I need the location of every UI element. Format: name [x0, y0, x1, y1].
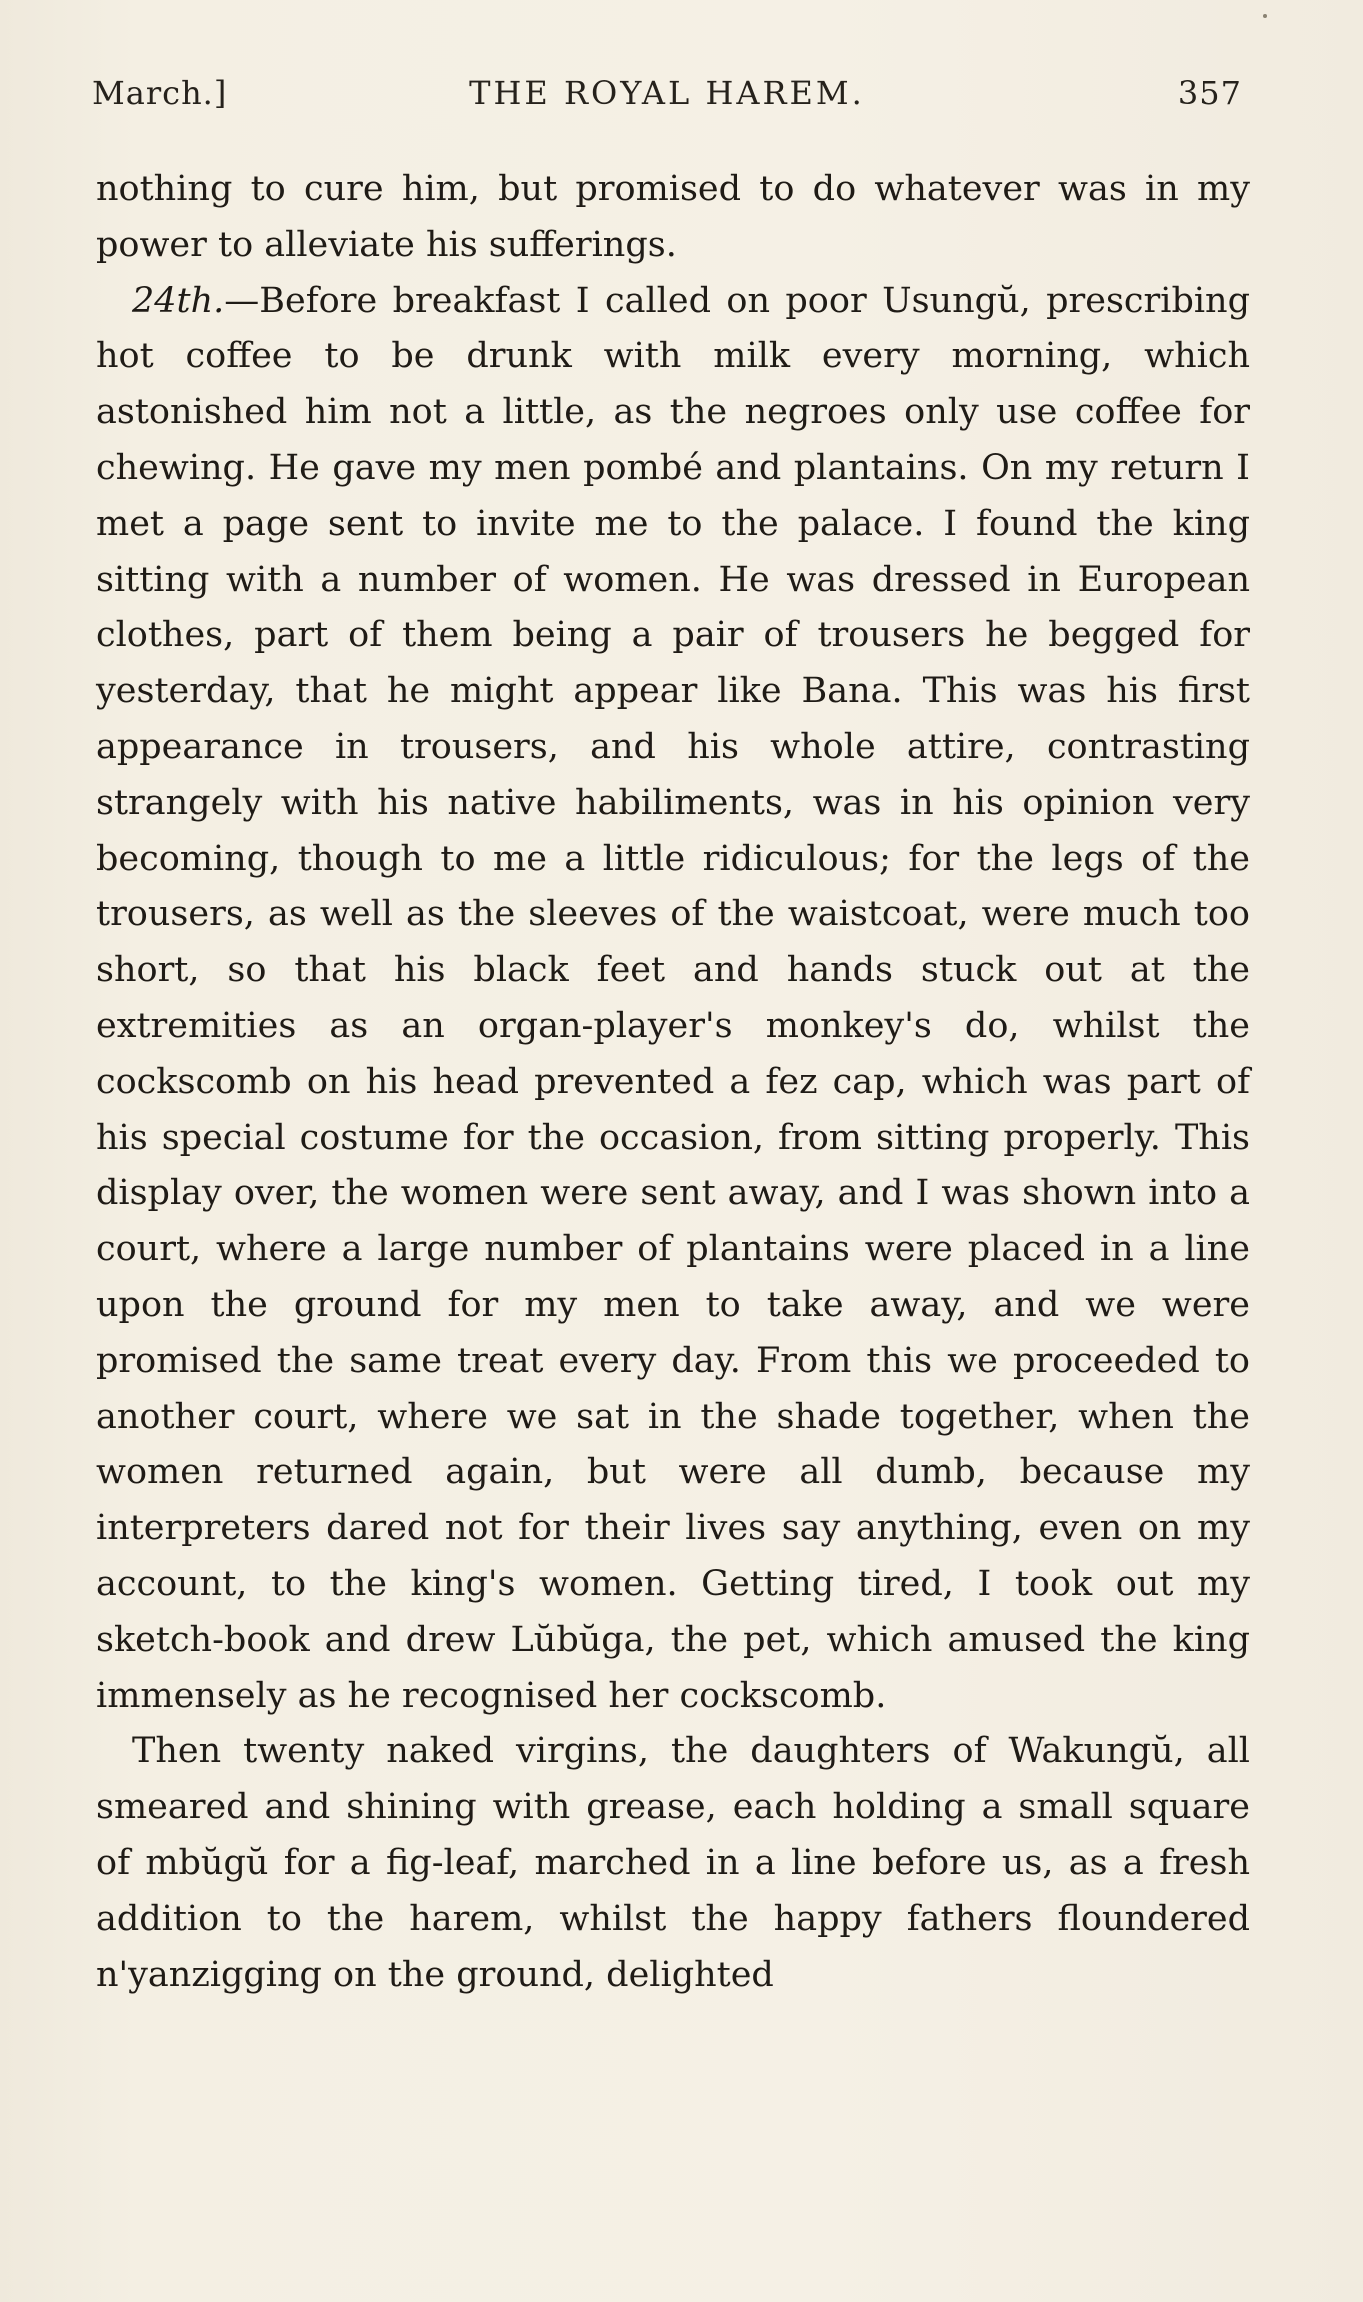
- entry-date: 24th.: [132, 280, 225, 321]
- paragraph-2-text: —Before breakfast I called on poor Usungŭ, prescribing hot coffee to be drunk with milk every morning, which astonished him not a little, as the negroes only use coffee for chewing. He gave my men pombé and plantains. On my return I met a page sent to invite me to the palace. I found the king sitting with a number of women. He was dressed in European clothes, part of them being a pair of trousers he begged for yesterday, that he might appear like Bana. This was his first appearance in trousers, and his whole attire, contrasting strangely with his native habiliments, was in his opinion very becoming, though to me a little ridiculous; for the legs of the trousers, as well as the sleeves of the waistcoat, were much too short, so that his black feet and hands stuck out at the extremities as an organ-player's monkey's do, whilst the cockscomb on his head prevented a fez cap, which was part of his special costume for the occasion, from sitting properly. This display over, the women were sent away, and I was shown into a court, where a large number of plantains were placed in a line upon the ground for my men to take away, and we were promised the same treat every day. From this we proceeded to another court, where we sat in the shade together, when the women returned again, but were all dumb, because my interpreters dared not for their lives say anything, even on my account, to the king's women. Getting tired, I took out my sketch-book and drew Lŭbŭga, the pet, which amused the king immensely as he recognised her cockscomb.: [96, 280, 1250, 1716]
- page-speck: [1263, 14, 1267, 18]
- page-number: 357: [1177, 74, 1242, 112]
- header-month: March.]: [92, 74, 228, 112]
- paragraph-2: [96, 274, 1250, 1725]
- paragraph-1: nothing to cure him, but promised to do whatever was in my power to alleviate his sufferings.: [96, 169, 1250, 265]
- page-body: [96, 162, 1250, 2003]
- running-header: [92, 74, 1242, 134]
- header-title: THE ROYAL HAREM.: [469, 74, 865, 112]
- paragraph-3: Then twenty naked virgins, the daughters of Wakungŭ, all smeared and shining with grease, each holding a small square of mbŭgŭ for a fig-leaf, marched in a line before us, as a fresh addition to the harem, whilst the happy fathers floundered n'yanzigging on the ground, delighted: [96, 1731, 1250, 1995]
